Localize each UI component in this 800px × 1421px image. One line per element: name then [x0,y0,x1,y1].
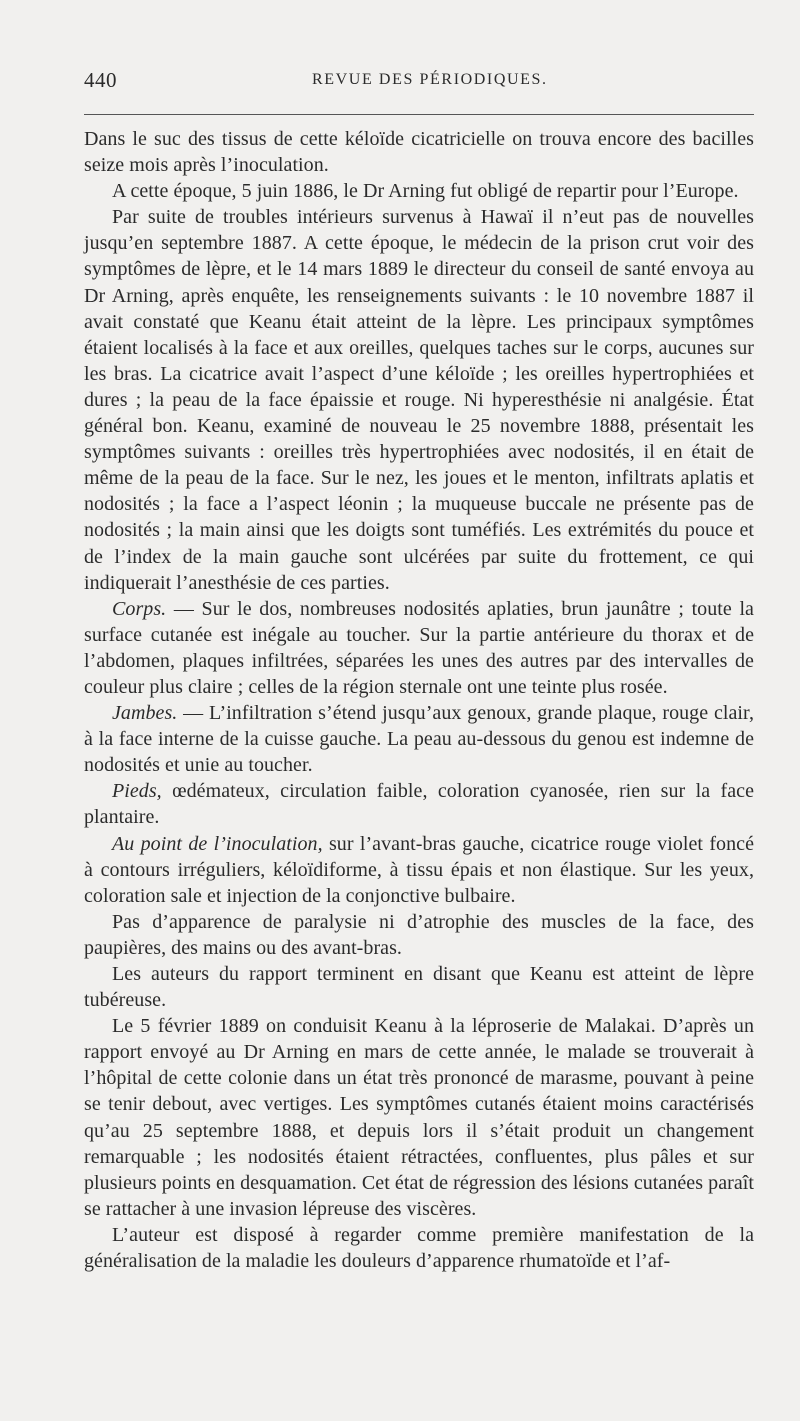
paragraph: Pas d’apparence de paralysie ni d’atrophie des muscles de la face, des paupières, des mains ou des avant-bras. [84,910,754,959]
paragraph: Jambes. — L’infiltration s’étend jusqu’aux genoux, grande plaque, rouge clair, à la face interne de la cuisse gauche. La peau au-dessous du genou est indemne de nodosités et unie au toucher. [84,702,754,777]
paragraph-lead: Jambes. [112,702,178,725]
page-header [84,68,754,102]
paragraph: Corps. — Sur le dos, nombreuses nodosités aplaties, brun jaunâtre ; toute la surface cutanée est inégale au toucher. Sur la partie antérieure du thorax et de l’abdomen, plaques infiltrées, séparées les unes des autres par des intervalles de couleur plus claire ; celles de la région sternale ont une teinte plus rosée. [84,597,754,698]
page-number: 440 [84,68,117,92]
paragraph: L’auteur est disposé à regarder comme première manifestation de la généralisation de la maladie les douleurs d’apparence rhumatoïde et l’af- [84,1223,754,1273]
paragraph: Pieds, œdémateux, circulation faible, coloration cyanosée, rien sur la face plantaire. [84,780,754,829]
paragraph: Par suite de troubles intérieurs survenus à Hawaï il n’eut pas de nouvelles jusqu’en septembre 1887. A cette époque, le médecin de la prison crut voir des symptômes de lèpre, et le 14 mars 1889 le directeur du conseil de santé envoya au Dr Arning, après enquête, les renseignements suivants : le 10 novembre 1887 il avait constaté que Keanu était atteint de la lèpre. Les principaux symptômes étaient localisés à la face et aux oreilles, quelques taches sur le corps, aucunes sur les bras. La cicatrice avait l’aspect d’une kéloïde ; les oreilles hypertrophiées et dures ; la peau de la face épaissie et rouge. Ni hyperesthésie ni analgésie. État général bon. Keanu, examiné de nouveau le 25 novembre 1888, présentait les symptômes suivants : oreilles très hypertrophiées avec nodosités, il en était de même de la peau de la face. Sur le nez, les joues et le menton, infiltrats aplatis et nodosités ; la face a l’aspect léonin ; la muqueuse buccale ne présente pas de nodosités ; la main ainsi que les doigts sont tuméfiés. Les extrémités du pouce et de l’index de la main gauche sont ulcérées par suite du frottement, ce qui indiquerait l’anesthésie de ces parties. [84,206,754,594]
header-rule [84,114,754,115]
paragraph-lead: Pieds, [112,780,162,803]
paragraph: Dans le suc des tissus de cette kéloïde cicatricielle on trouva encore des bacilles seize mois après l’inoculation. [84,128,754,177]
paragraph: Le 5 février 1889 on conduisit Keanu à la léproserie de Malakai. D’après un rapport envoyé au Dr Arning en mars de cette année, le malade se trouverait à l’hôpital de cette colonie dans un état très prononcé de marasme, pouvant à peine se tenir debout, avec vertiges. Les symptômes cutanés étaient moins caractérisés qu’au 25 septembre 1888, et depuis lors il s’était produit un changement remarquable ; les nodosités étaient rétractées, confluentes, plus pâles et sur plusieurs points en desquamation. Cet état de régression des lésions cutanées paraît se rattacher à une invasion lépreuse des viscères. [84,1015,754,1220]
paragraph: Les auteurs du rapport terminent en disant que Keanu est atteint de lèpre tubéreuse. [84,963,754,1012]
paragraph-lead: Au point de l’inoculation, [112,832,323,855]
paragraph: A cette époque, 5 juin 1886, le Dr Arning fut obligé de repartir pour l’Europe. [112,180,739,203]
running-head: REVUE DES PÉRIODIQUES. [312,71,548,88]
body-text [84,126,754,1274]
paragraph-lead: Corps. [112,597,167,620]
paragraph: Au point de l’inoculation, sur l’avant-bras gauche, cicatrice rouge violet foncé à contours irréguliers, kéloïdiforme, à tissu épais et non élastique. Sur les yeux, coloration sale et injection de la conjonctive bulbaire. [84,832,755,907]
